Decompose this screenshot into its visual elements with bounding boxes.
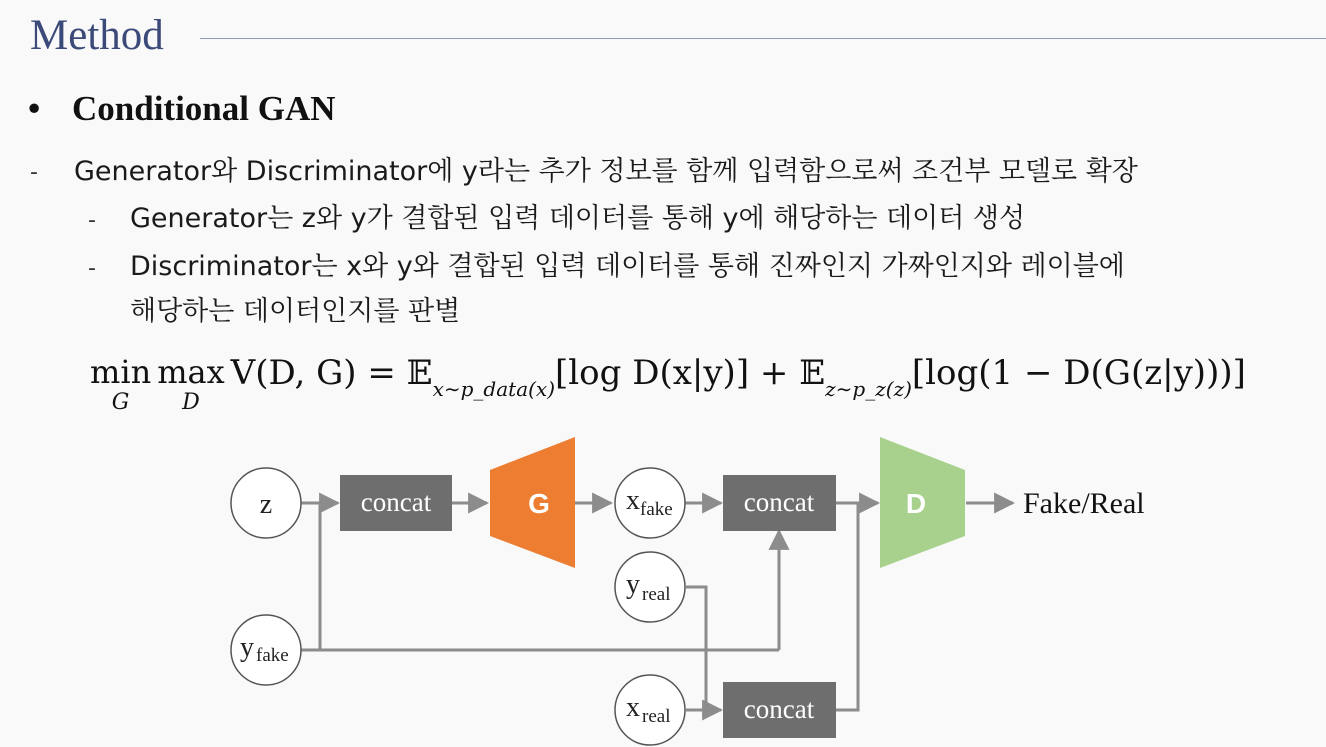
- formula-term-1: [log D(x|y)] +: [555, 353, 800, 393]
- line-yfake-to-concat1: [301, 503, 320, 650]
- max-operator: max D: [157, 353, 225, 415]
- node-y-real-sub: real: [642, 584, 671, 605]
- discriminator-block: [880, 437, 965, 568]
- expectation-1: 𝔼: [406, 353, 433, 393]
- node-z: [231, 468, 301, 538]
- concat-block-3-label: concat: [743, 694, 815, 724]
- node-y-real: [615, 552, 685, 622]
- node-x-fake: [615, 468, 685, 538]
- concat-block-2: [723, 475, 836, 531]
- node-z-label: z: [259, 489, 273, 520]
- node-y-fake-base: y: [240, 632, 254, 663]
- node-y-fake: [231, 615, 301, 685]
- concat-block-2-label: concat: [743, 487, 815, 517]
- output-label: Fake/Real: [1023, 487, 1145, 520]
- node-y-fake-sub: fake: [256, 645, 289, 666]
- slide-title: Method: [30, 12, 164, 59]
- node-x-real: [615, 675, 685, 745]
- expectation-2: 𝔼: [799, 353, 826, 393]
- dash-marker: -: [30, 160, 38, 185]
- line-concat3-to-d: [836, 503, 858, 710]
- heading-text: Conditional GAN: [72, 89, 336, 128]
- generator-block: [490, 437, 575, 568]
- description-sub-2-cont: 해당하는 데이터인지를 판별: [130, 296, 461, 327]
- concat-block-3: [723, 682, 836, 738]
- node-x-fake-base: x: [626, 485, 640, 516]
- discriminator-label: D: [905, 488, 927, 519]
- expectation-2-sub: z∼p_z(z): [825, 377, 912, 401]
- description-sub-2: Discriminator는 x와 y와 결합된 입력 데이터를 통해 진짜인지 가짜인지와 레이블에: [130, 251, 1125, 282]
- node-y-real-base: y: [626, 569, 640, 600]
- formula-lhs: V(D, G) =: [230, 353, 407, 393]
- bullet-icon: •: [28, 89, 41, 128]
- concat-block-1-label: concat: [360, 487, 432, 517]
- node-x-real-sub: real: [642, 706, 671, 727]
- generator-label: G: [528, 488, 550, 519]
- formula-term-2: [log(1 − D(G(z|y)))]: [911, 353, 1246, 393]
- dash-marker: -: [88, 208, 96, 233]
- dash-marker: -: [88, 256, 96, 281]
- min-operator: min G: [90, 353, 152, 415]
- concat-block-1: [340, 475, 452, 531]
- node-x-fake-sub: fake: [640, 499, 673, 520]
- description-main: Generator와 Discriminator에 y라는 추가 정보를 함께 입력함으로써 조건부 모델로 확장: [74, 156, 1138, 187]
- node-x-real-base: x: [626, 692, 640, 723]
- expectation-1-sub: x∼p_data(x): [432, 377, 556, 401]
- description-sub-1: Generator는 z와 y가 결합된 입력 데이터를 통해 y에 해당하는 데이터 생성: [130, 203, 1026, 234]
